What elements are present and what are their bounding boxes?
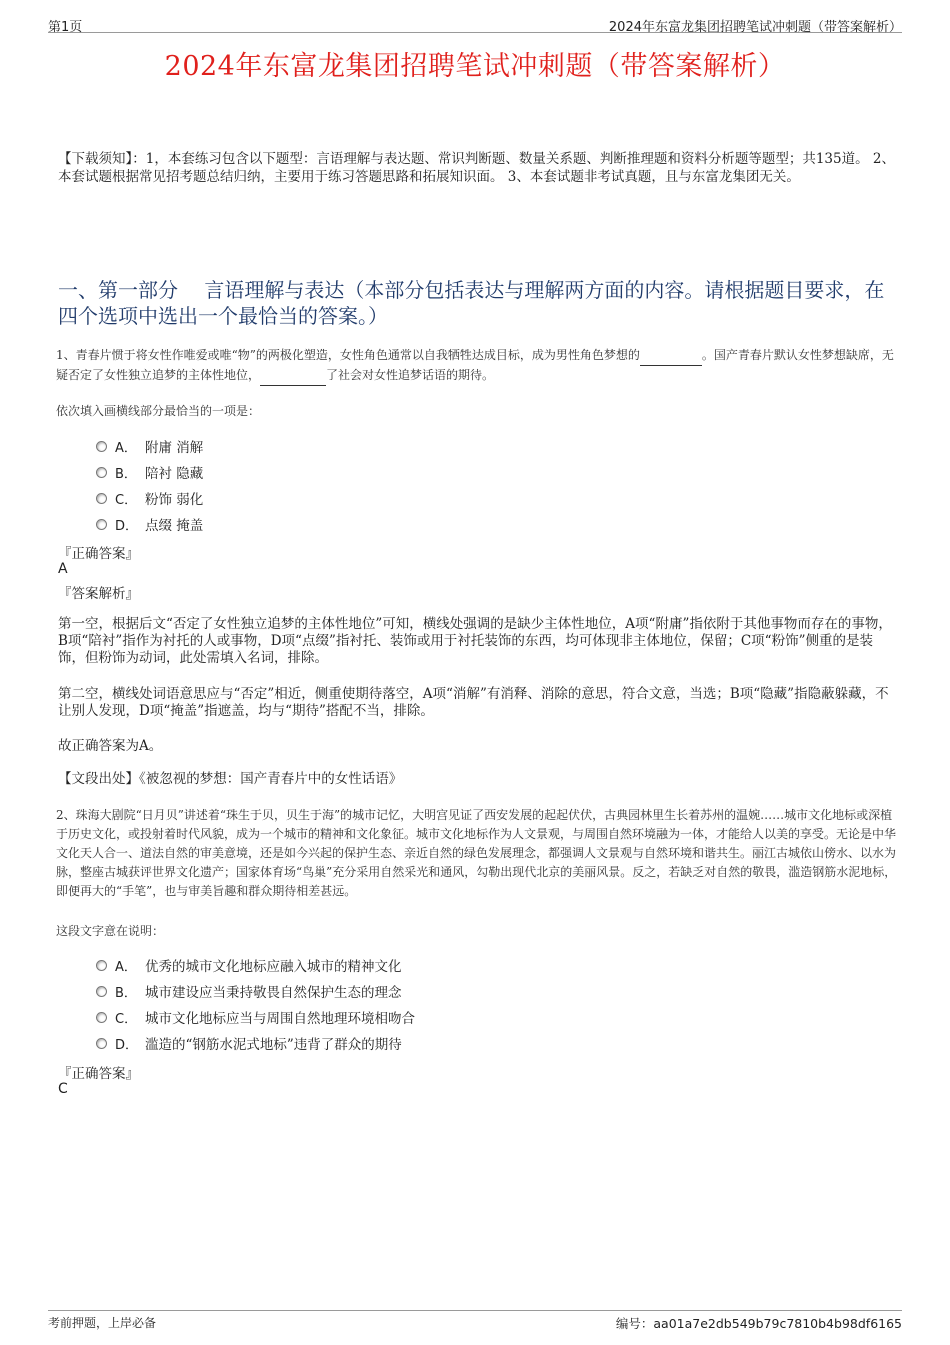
page-header — [48, 14, 902, 33]
download-notice: 【下载须知】：1，本套练习包含以下题型：言语理解与表达题、常识判断题、数量关系题、判断推理题和资料分析题等题型；共135道。 2、本套试题根据常见招考题总结归纳，主要用于练习答题思路和拓展知识面。 3、本套试题非考试真题，且与东富龙集团无关。 — [58, 151, 895, 185]
footer-code — [616, 1314, 902, 1332]
q1-option-a[interactable] — [96, 433, 203, 459]
q1-analysis-paragraph-2: 第二空，横线处词语意思应与“否定”相近，侧重使期待落空，A项“消解”有消释、消除的意思，符合文意，当选；B项“隐藏”指隐蔽躲藏，不让别人发现，D项“掩盖”指遮盖，均与“期待”搭配不当，排除。 — [58, 686, 889, 719]
option-letter: D． — [115, 1037, 139, 1053]
option-letter: A． — [115, 440, 137, 456]
q1-analysis-paragraph-1: 第一空，根据后文“否定了女性独立追梦的主体性地位”可知，横线处强调的是缺少主体性地位，A项“附庸”指依附于其他事物而存在的事物，B项“陪衬”指作为衬托的人或事物，D项“点缀”指衬托、装饰或用于衬托装饰的东西，均可体现非主体地位，保留；C项“粉饰”侧重的是装饰，但粉饰为动词，此处需填入名词，排除。 — [58, 616, 892, 666]
page-footer — [48, 1310, 902, 1331]
option-text: 粉饰 弱化 — [145, 492, 204, 508]
q1-text-part-a: 1、青春片惯于将女性作唯爱或唯“物”的两极化塑造，女性角色通常以自我牺牲达成目标，成为男性角色梦想的 — [56, 348, 640, 362]
q2-correct-label: 『正确答案』 — [58, 1066, 139, 1082]
option-text: 城市文化地标应当与周围自然地理环境相吻合 — [145, 1011, 415, 1027]
q1-analysis-conclusion: 故正确答案为A。 — [58, 738, 163, 754]
radio-button-icon[interactable] — [96, 986, 107, 997]
radio-button-icon[interactable] — [96, 467, 107, 478]
page-number: 第1页 — [48, 20, 83, 35]
radio-button-icon[interactable] — [96, 960, 107, 971]
option-letter: C． — [115, 1011, 138, 1027]
q1-source: 【文段出处】《被忽视的梦想：国产青春片中的女性话语》 — [58, 771, 403, 787]
radio-button-icon[interactable] — [96, 441, 107, 452]
option-letter: A． — [115, 959, 137, 975]
q2-correct-answer: C — [58, 1081, 68, 1097]
question-2-prompt: 这段文字意在说明： — [56, 924, 165, 938]
question-2-text: 2、珠海大剧院“日月贝”讲述着“珠生于贝，贝生于海”的城市记忆，大明宫见证了西安发展的起起伏伏，古典园林里生长着苏州的温婉……城市文化地标或深植于历史文化，或投射着时代风貌，成为一个城市的精神和文化象征。城市文化地标作为人文景观，与周围自然环境融为一体，才能给人以美的享受。无论是中华文化天人合一、道法自然的审美意境，还是如今兴起的保护生态、亲近自然的绿色发展理念，都强调人文景观与自然环境和谐共生。丽江古城依山傍水、以水为脉，整座古城获评世界文化遗产；国家体育场“鸟巢”充分采用自然采光和通风，勾勒出现代北京的美丽风景。反之，若缺乏对自然的敬畏，滥造钢筋水泥地标，即便再大的“手笔”，也与审美旨趣和群众期待相差甚远。 — [56, 808, 897, 898]
question-1-prompt: 依次填入画横线部分最恰当的一项是： — [56, 404, 261, 418]
q1-correct-label: 『正确答案』 — [58, 546, 139, 562]
option-letter: C． — [115, 492, 138, 508]
q1-text-part-c: 了社会对女性追梦话语的期待。 — [326, 368, 495, 382]
option-letter: D． — [115, 518, 139, 534]
option-letter: B． — [115, 985, 137, 1001]
option-text: 陪衬 隐藏 — [145, 466, 204, 482]
document-title: 2024年东富龙集团招聘笔试冲刺题（带答案解析） — [164, 51, 786, 82]
option-text: 点缀 掩盖 — [145, 518, 204, 534]
q1-blank-1 — [640, 346, 702, 366]
q1-option-c[interactable] — [96, 485, 203, 511]
option-text: 优秀的城市文化地标应融入城市的精神文化 — [145, 959, 402, 975]
option-text: 滥造的“钢筋水泥式地标”违背了群众的期待 — [145, 1037, 402, 1053]
option-letter: B． — [115, 466, 137, 482]
radio-button-icon[interactable] — [96, 1012, 107, 1023]
question-1-options — [96, 433, 203, 537]
option-text: 城市建设应当秉持敬畏自然保护生态的理念 — [145, 985, 402, 1001]
q2-option-c[interactable] — [96, 1004, 415, 1030]
radio-button-icon[interactable] — [96, 493, 107, 504]
radio-button-icon[interactable] — [96, 519, 107, 530]
option-text: 附庸 消解 — [145, 440, 204, 456]
question-1-text — [56, 346, 904, 386]
q1-correct-answer: A — [58, 561, 68, 577]
q1-option-d[interactable] — [96, 511, 203, 537]
footer-code-label: 编号： — [615, 1316, 654, 1331]
section-heading: 一、第一部分 言语理解与表达（本部分包括表达与理解两方面的内容。请根据题目要求，在四个选项中选出一个最恰当的答案。） — [58, 278, 885, 328]
q1-blank-2 — [260, 366, 326, 386]
footer-code-value: aa01a7e2db549b79c7810b4b98df6165 — [653, 1316, 902, 1331]
q1-analysis-label: 『答案解析』 — [58, 586, 139, 602]
q2-option-b[interactable] — [96, 978, 415, 1004]
radio-button-icon[interactable] — [96, 1038, 107, 1049]
q1-text-part-b: 。国产青春片默认女性梦想缺席，无疑否定了女性独立追梦的主体性地位， — [56, 348, 894, 382]
question-2-options — [96, 952, 415, 1056]
q2-option-d[interactable] — [96, 1030, 415, 1056]
q1-option-b[interactable] — [96, 459, 203, 485]
footer-slogan: 考前押题，上岸必备 — [48, 1316, 157, 1330]
header-doc-title: 2024年东富龙集团招聘笔试冲刺题（带答案解析） — [608, 20, 902, 35]
q2-option-a[interactable] — [96, 952, 415, 978]
